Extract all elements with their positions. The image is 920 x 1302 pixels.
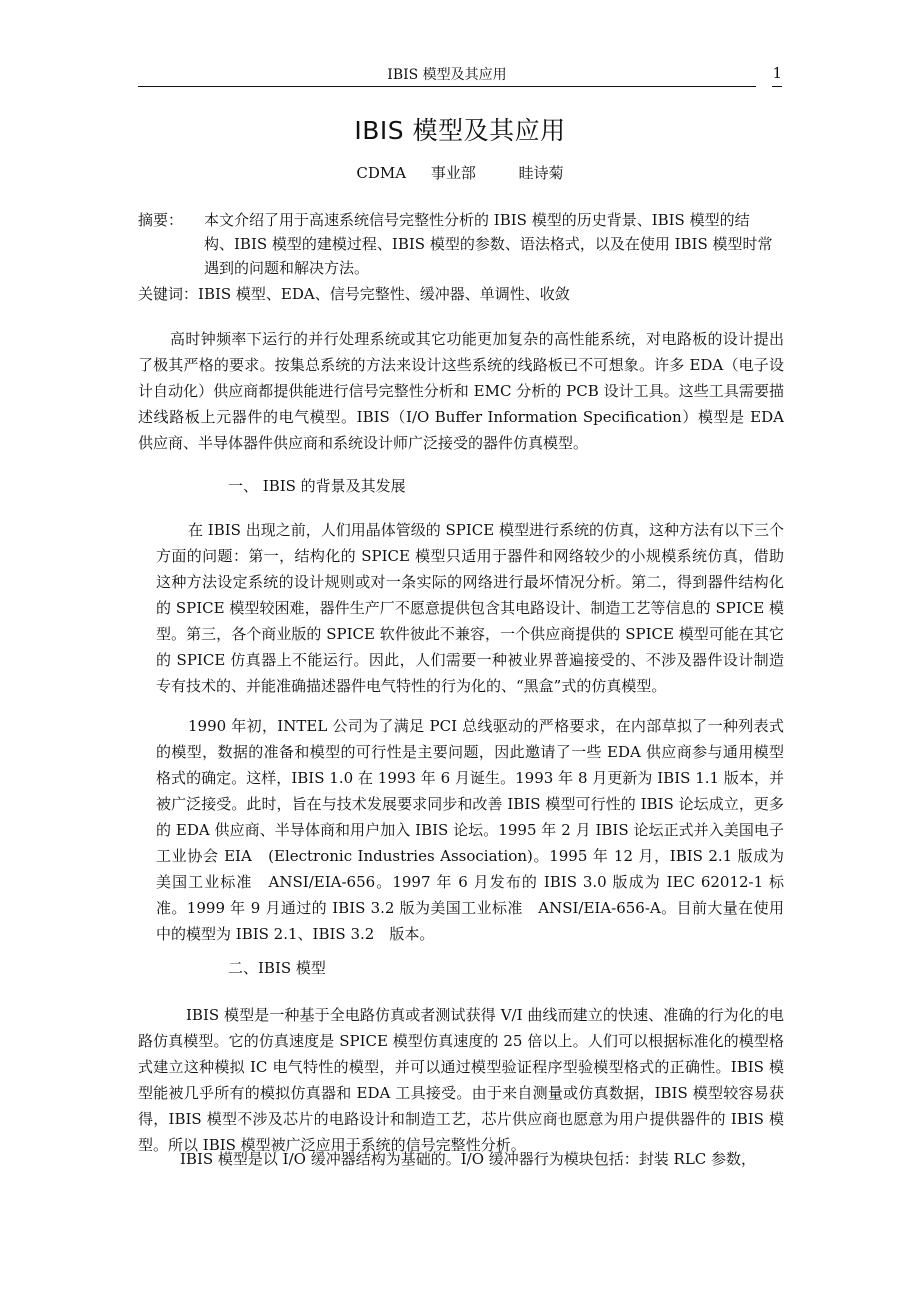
- page-number-underline: [772, 86, 782, 87]
- abstract: [138, 208, 788, 280]
- page-number: 1: [772, 64, 782, 82]
- author-department: CDMA 事业部: [356, 164, 476, 182]
- document-title: IBIS 模型及其应用: [354, 116, 566, 145]
- keywords-label: 关键词：: [138, 285, 199, 303]
- author-line: [0, 162, 920, 184]
- keywords: [138, 282, 788, 306]
- abstract-text: 本文介绍了用于高速系统信号完整性分析的 IBIS 模型的历史背景、IBIS 模型的结构、IBIS 模型的建模过程、IBIS 模型的参数、语法格式，以及在使用 IBIS 模型时常遇到的问题和解决方法。: [204, 211, 773, 277]
- section-1-heading: 一、 IBIS 的背景及其发展: [228, 477, 406, 495]
- running-header-title: IBIS 模型及其应用: [387, 67, 507, 83]
- section-2-paragraph-2: IBIS 模型是以 I/O 缓冲器结构为基础的。I/O 缓冲器行为模块包括：封装 RLC 参数，: [180, 1150, 757, 1168]
- abstract-label: 摘要：: [138, 211, 184, 229]
- section-1-paragraph-1: 在 IBIS 出现之前，人们用晶体管级的 SPICE 模型进行系统的仿真，这种方法有以下三个方面的问题：第一，结构化的 SPICE 模型只适用于器件和网络较少的小规模系统仿真，借助这种方法设定系统的设计规则或对一条实际的网络进行最坏情况分析。第二，得到器件结构化的 SPICE 模型较困难，器件生产厂不愿意提供包含其电路设计、制造工艺等信息的 SPICE 模型。第三，各个商业版的 SPICE 软件彼此不兼容，一个供应商提供的 SPICE 模型可能在其它的 SPICE 仿真器上不能运行。因此，人们需要一种被业界普遍接受的、不涉及器件设计制造专有技术的、并能准确描述器件电气特性的行为化的、“黑盒”式的仿真模型。: [156, 521, 784, 695]
- section-2-paragraph-1: IBIS 模型是一种基于全电路仿真或者测试获得 V/I 曲线而建立的快速、准确的行为化的电路仿真模型。它的仿真速度是 SPICE 模型仿真速度的 25 倍以上。人们可以根据标准化的模型格式建立这种模拟 IC 电气特性的模型，并可以通过模型验证程序型验模型格式的正确性。IBIS 模型能被几乎所有的模拟仿真器和 EDA 工具接受。由于来自测量或仿真数据，IBIS 模型较容易获得，IBIS 模型不涉及芯片的电路设计和制造工艺，芯片供应商也愿意为用户提供器件的 IBIS 模型。所以 IBIS 模型被广泛应用于系统的信号完整性分析。: [138, 1006, 784, 1154]
- keywords-text: IBIS 模型、EDA、信号完整性、缓冲器、单调性、收敛: [198, 285, 570, 303]
- running-header: [138, 66, 782, 88]
- intro-paragraph: 高时钟频率下运行的并行处理系统或其它功能更加复杂的高性能系统，对电路板的设计提出了极其严格的要求。按集总系统的方法来设计这些系统的线路板已不可想象。许多 EDA（电子设计自动化）供应商都提供能进行信号完整性分析和 EMC 分析的 PCB 设计工具。这些工具需要描述线路板上元器件的电气模型。IBIS（I/O Buffer Information Specification）模型是 EDA 供应商、半导体器件供应商和系统设计师广泛接受的器件仿真模型。: [138, 330, 784, 452]
- author-name: 眭诗菊: [518, 164, 564, 182]
- section-1-paragraph-2: 1990 年初，INTEL 公司为了满足 PCI 总线驱动的严格要求，在内部草拟了一种列表式的模型，数据的准备和模型的可行性是主要问题，因此邀请了一些 EDA 供应商参与通用模型格式的确定。这样，IBIS 1.0 在 1993 年 6 月诞生。1993 年 8 月更新为 IBIS 1.1 版本，并被广泛接受。此时，旨在与技术发展要求同步和改善 IBIS 模型可行性的 IBIS 论坛成立，更多的 EDA 供应商、半导体商和用户加入 IBIS 论坛。1995 年 2 月 IBIS 论坛正式并入美国电子工业协会 EIA (Electronic Industries Association)。1995 年 12 月，IBIS 2.1 版成为美国工业标准 ANSI/EIA-656。1997 年 6 月发布的 IBIS 3.0 版成为 IEC 62012-1 标准。1999 年 9 月通过的 IBIS 3.2 版为美国工业标准 ANSI/EIA-656-A。目前大量在使用中的模型为 IBIS 2.1、IBIS 3.2 版本。: [156, 717, 784, 943]
- header-rule: [138, 86, 756, 87]
- section-2-heading: 二、IBIS 模型: [228, 959, 326, 977]
